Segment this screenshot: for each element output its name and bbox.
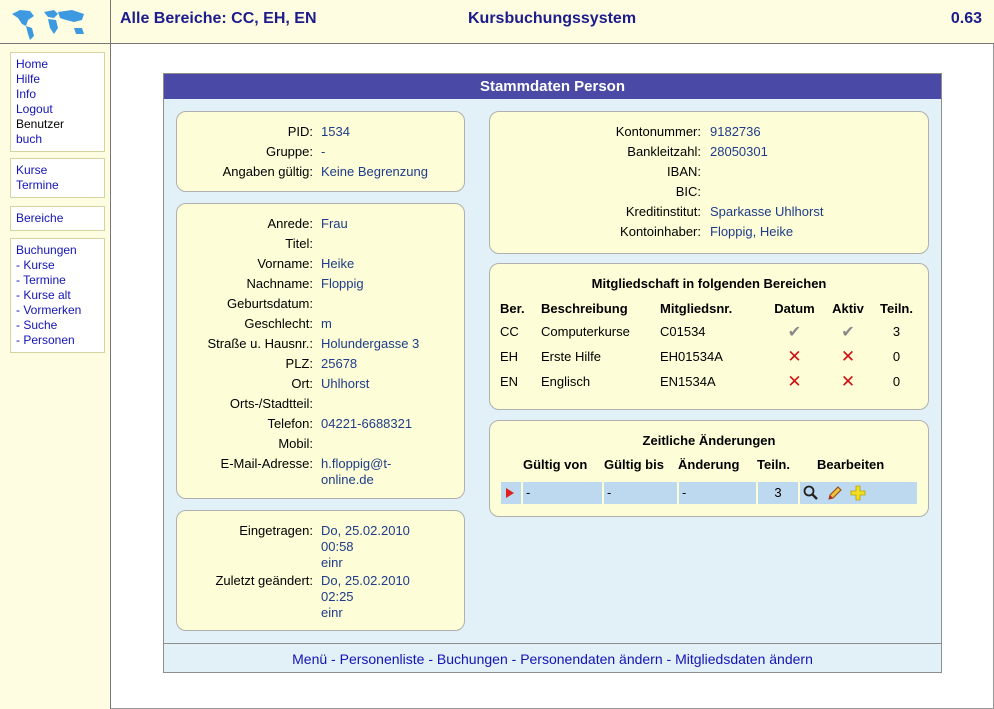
ber-cell: EN xyxy=(500,374,519,389)
left-sidebar xyxy=(0,44,111,709)
anrede-value: Frau xyxy=(321,216,348,231)
eingetragen-date: Do, 25.02.2010 xyxy=(321,523,410,538)
table-row xyxy=(500,319,920,344)
bic-label: BIC: xyxy=(675,184,701,199)
nav-buchungen-personen[interactable]: - Personen xyxy=(16,333,75,347)
actions-cell xyxy=(800,482,917,504)
email-label: E-Mail-Adresse: xyxy=(220,456,313,471)
system-title: Kursbuchungssystem xyxy=(468,10,637,27)
nav-buch[interactable]: buch xyxy=(16,132,43,146)
strasse-label: Straße u. Hausnr.: xyxy=(207,336,313,351)
ber-cell: CC xyxy=(500,324,519,339)
nav-home[interactable]: Home xyxy=(16,57,49,71)
geschlecht-label: Geschlecht: xyxy=(244,316,313,331)
nav-buchungen-suche[interactable]: - Suche xyxy=(16,318,58,332)
nav-buchungen[interactable]: Buchungen xyxy=(16,243,77,257)
anrede-label: Anrede: xyxy=(267,216,313,231)
nav-buchungen-kurse[interactable]: - Kurse xyxy=(16,258,55,272)
gruppe-value: - xyxy=(321,144,326,159)
footer-separator: - xyxy=(331,651,336,667)
eingetragen-time: 00:58 xyxy=(321,539,354,554)
nav-group-courses xyxy=(10,158,105,198)
gueltig-label: Angaben gültig: xyxy=(222,164,313,179)
nav-buchungen-vormerken[interactable]: - Vormerken xyxy=(16,303,82,317)
changes-card xyxy=(489,420,929,517)
von-cell: - xyxy=(523,482,602,504)
plz-value: 25678 xyxy=(321,356,358,371)
nav-group-areas xyxy=(10,206,105,231)
col-bearbeiten: Bearbeiten xyxy=(817,457,885,472)
col-teiln: Teiln. xyxy=(757,457,790,472)
col-datum: Datum xyxy=(774,300,815,316)
panel-footer xyxy=(164,643,941,672)
footer-link-mitgliedsdaten-aendern[interactable]: Mitgliedsdaten ändern xyxy=(675,651,813,667)
nav-buchungen-termine[interactable]: - Termine xyxy=(16,273,66,287)
nr-cell: C01534 xyxy=(660,324,706,339)
magnifier-icon[interactable] xyxy=(803,485,819,501)
geschlecht-value: m xyxy=(321,316,332,331)
plz-label: PLZ: xyxy=(285,356,313,371)
blz-value: 28050301 xyxy=(710,144,768,159)
col-beschreibung: Beschreibung xyxy=(541,300,628,316)
pencil-icon[interactable] xyxy=(827,485,843,501)
mobil-label: Mobil: xyxy=(278,436,313,451)
inhaber-value: Floppig, Heike xyxy=(710,224,794,239)
nav-buchungen-kurse-alt[interactable]: - Kurse alt xyxy=(16,288,71,302)
teiln-cell: 3 xyxy=(758,482,798,504)
geburtsdatum-label: Geburtsdatum: xyxy=(227,296,313,311)
check-icon: ✔ xyxy=(841,323,855,341)
col-teiln: Teiln. xyxy=(880,300,913,316)
footer-link-personenliste[interactable]: Personenliste xyxy=(339,651,425,667)
telefon-label: Telefon: xyxy=(267,416,313,431)
arrow-right-icon[interactable] xyxy=(506,488,514,498)
col-ber: Ber. xyxy=(500,300,525,316)
vorname-value: Heike xyxy=(321,256,355,271)
ber-cell: EH xyxy=(500,349,519,364)
membership-header-row xyxy=(500,297,920,319)
cross-icon: ✕ xyxy=(840,346,856,366)
pid-value: 1534 xyxy=(321,124,350,139)
nav-group-bookings xyxy=(10,238,105,353)
nav-bereiche[interactable]: Bereiche xyxy=(16,211,64,225)
person-card xyxy=(176,203,465,499)
nav-kurse[interactable]: Kurse xyxy=(16,163,48,177)
inhaber-label: Kontoinhaber: xyxy=(620,224,701,239)
ort-label: Ort: xyxy=(291,376,313,391)
vorname-label: Vorname: xyxy=(257,256,313,271)
gueltig-value: Keine Begrenzung xyxy=(321,164,428,179)
col-aktiv: Aktiv xyxy=(832,300,864,316)
nr-cell: EH01534A xyxy=(660,349,723,364)
desc-cell: Erste Hilfe xyxy=(541,349,601,364)
titel-label: Titel: xyxy=(285,236,313,251)
header-divider xyxy=(110,0,111,44)
gruppe-label: Gruppe: xyxy=(266,144,313,159)
membership-table xyxy=(500,297,920,394)
aenderung-cell: - xyxy=(679,482,756,504)
teiln-cell: 3 xyxy=(892,324,901,339)
membership-title: Mitgliedschaft in folgenden Bereichen xyxy=(591,276,827,291)
desc-cell: Computerkurse xyxy=(541,324,630,339)
plus-icon[interactable] xyxy=(850,485,866,501)
person-panel xyxy=(163,73,942,673)
desc-cell: Englisch xyxy=(541,374,591,389)
pid-label: PID: xyxy=(287,124,313,139)
footer-link-buchungen[interactable]: Buchungen xyxy=(436,651,508,667)
bis-cell: - xyxy=(604,482,677,504)
changes-header-row xyxy=(490,457,930,475)
cross-icon: ✕ xyxy=(787,371,802,391)
nav-termine[interactable]: Termine xyxy=(16,178,59,192)
eingetragen-label: Eingetragen: xyxy=(239,523,313,538)
col-gueltig-von: Gültig von xyxy=(523,457,588,472)
footer-separator: - xyxy=(511,651,517,667)
top-bar xyxy=(0,0,994,44)
email-value xyxy=(321,456,461,488)
footer-separator: - xyxy=(428,651,433,667)
eingetragen-user: einr xyxy=(321,555,343,570)
geaendert-label: Zuletzt geändert: xyxy=(215,573,313,588)
bank-card xyxy=(489,111,929,254)
ortsteil-label: Orts-/Stadtteil: xyxy=(229,396,313,411)
teiln-cell: 0 xyxy=(892,374,901,389)
changes-title: Zeitliche Änderungen xyxy=(642,433,776,448)
membership-card xyxy=(489,263,929,410)
version-label: 0.63 xyxy=(950,10,982,27)
blz-label: Bankleitzahl: xyxy=(627,144,701,159)
table-row xyxy=(500,344,920,369)
eingetragen-value xyxy=(321,523,461,571)
nr-cell: EN1534A xyxy=(660,374,716,389)
nachname-label: Nachname: xyxy=(246,276,313,291)
cross-icon: ✕ xyxy=(840,371,856,391)
world-map-logo xyxy=(10,6,90,42)
geaendert-user: einr xyxy=(321,605,343,620)
ort-value: Uhlhorst xyxy=(321,376,370,391)
col-gueltig-bis: Gültig bis xyxy=(604,457,664,472)
email-value-line2: online.de xyxy=(321,472,374,487)
footer-link-menu[interactable]: Menü xyxy=(292,651,328,667)
meta-card xyxy=(176,510,465,631)
email-value-line1: h.floppig@t- xyxy=(321,456,392,471)
nav-group-main xyxy=(10,52,105,152)
geaendert-value xyxy=(321,573,461,621)
footer-separator: - xyxy=(666,651,672,667)
footer-link-personendaten-aendern[interactable]: Personendaten ändern xyxy=(520,651,663,667)
table-row xyxy=(500,369,920,394)
check-icon: ✔ xyxy=(787,323,802,341)
institut-label: Kreditinstitut: xyxy=(625,204,701,219)
ident-card xyxy=(176,111,465,192)
teiln-cell: 0 xyxy=(892,349,901,364)
institut-value: Sparkasse Uhlhorst xyxy=(710,204,824,219)
col-mitgliedsnr: Mitgliedsnr. xyxy=(660,300,733,316)
telefon-value: 04221-6688321 xyxy=(321,416,413,431)
nav-logout[interactable]: Logout xyxy=(16,102,53,116)
konto-value: 9182736 xyxy=(710,124,761,139)
iban-label: IBAN: xyxy=(667,164,701,179)
geaendert-date: Do, 25.02.2010 xyxy=(321,573,410,588)
col-aenderung: Änderung xyxy=(678,457,740,472)
konto-label: Kontonummer: xyxy=(615,124,701,139)
areas-title: Alle Bereiche: CC, EH, EN xyxy=(120,10,317,27)
nav-benutzer-label: Benutzer xyxy=(16,117,65,131)
strasse-value: Holundergasse 3 xyxy=(321,336,420,351)
nachname-value: Floppig xyxy=(321,276,364,291)
nav-hilfe[interactable]: Hilfe xyxy=(16,72,41,86)
panel-title: Stammdaten Person xyxy=(164,74,941,99)
nav-info[interactable]: Info xyxy=(16,87,37,101)
geaendert-time: 02:25 xyxy=(321,589,354,604)
table-row xyxy=(501,482,917,504)
row-select-cell[interactable] xyxy=(501,482,521,504)
cross-icon: ✕ xyxy=(787,346,802,366)
